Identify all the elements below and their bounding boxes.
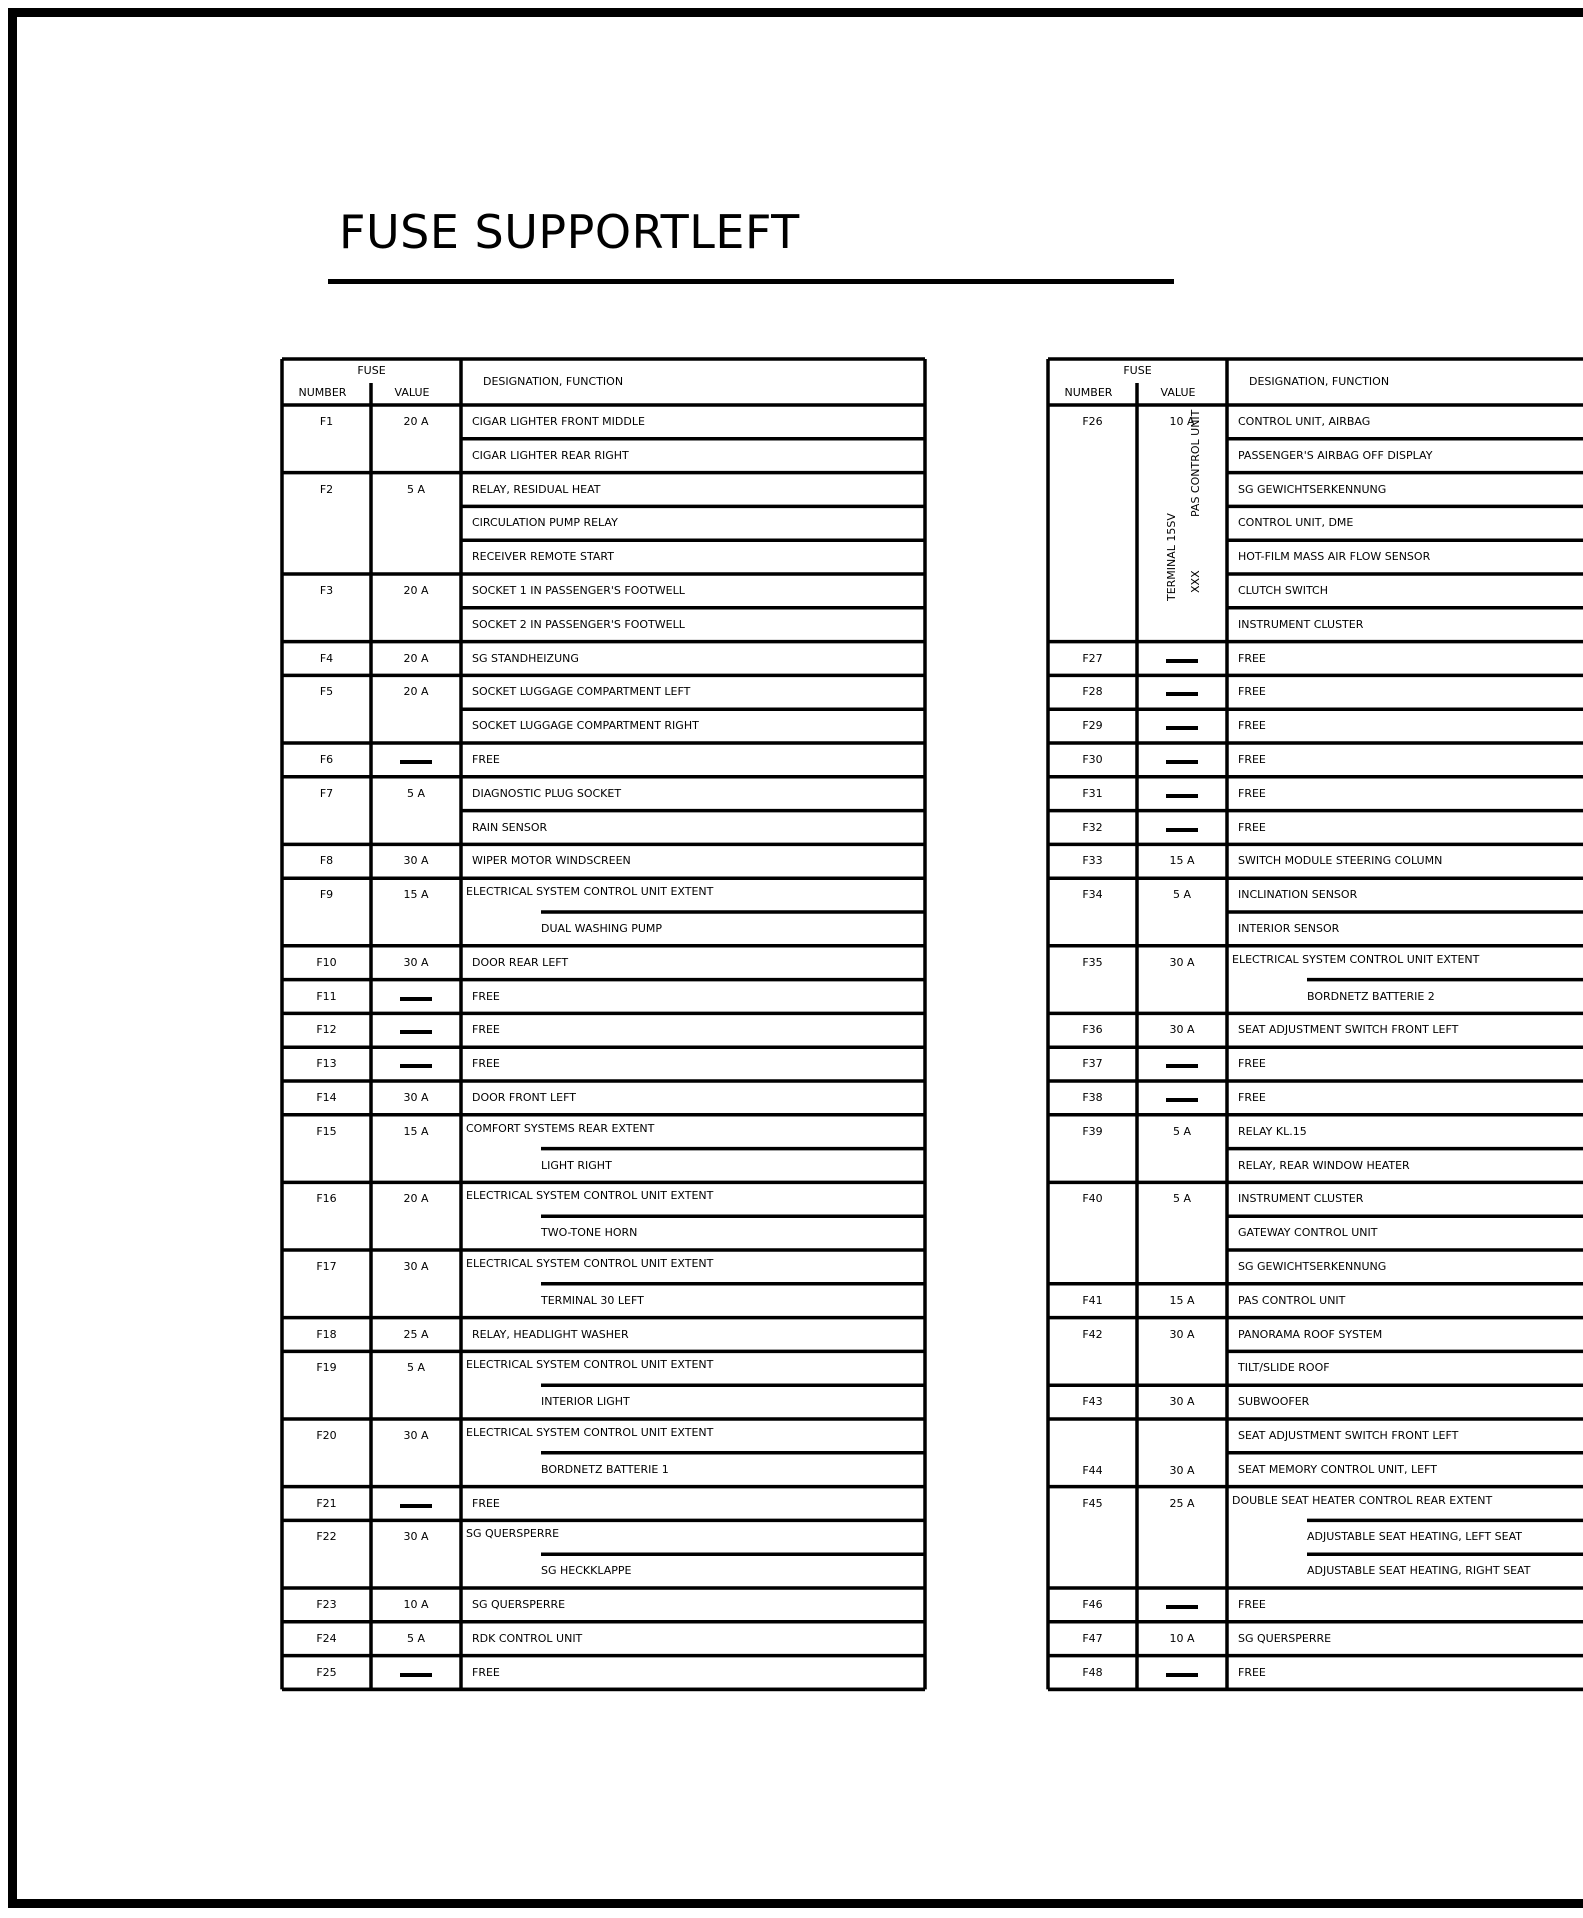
- fuse-number: F46: [1082, 1598, 1103, 1611]
- fuse-number: F41: [1082, 1293, 1103, 1307]
- designation-text: ELECTRICAL SYSTEM CONTROL UNIT EXTENT: [466, 1189, 714, 1203]
- designation-text: FREE: [1238, 820, 1266, 834]
- fuse-number: F47: [1082, 1631, 1103, 1645]
- fuse-number: F5: [319, 685, 334, 699]
- fuse-number: F15: [316, 1124, 337, 1138]
- fuse-number: F38: [1082, 1091, 1103, 1104]
- fuse-number: F34: [1082, 888, 1103, 902]
- fuse-value: 30 A: [403, 1260, 429, 1273]
- vertical-label-terminal: TERMINAL 15SV: [1165, 513, 1178, 601]
- header-designation: DESIGNATION, FUNCTION: [1249, 375, 1390, 388]
- fuse-value: 5 A: [406, 482, 426, 496]
- no-value-dash: [400, 1504, 432, 1508]
- fuse-number: F29: [1082, 719, 1103, 733]
- designation-text: BORDNETZ BATTERIE 1: [541, 1462, 669, 1476]
- no-value-dash: [400, 1030, 432, 1034]
- fuse-number: F22: [316, 1530, 337, 1544]
- designation-text: RELAY, RESIDUAL HEAT: [472, 482, 601, 496]
- designation-text: PANORAMA ROOF SYSTEM: [1238, 1327, 1383, 1341]
- no-value-dash: [1166, 692, 1198, 696]
- fuse-value: 30 A: [403, 854, 429, 868]
- vertical-label-pas: PAS CONTROL UNIT: [1189, 409, 1202, 517]
- designation-text: TWO-TONE HORN: [541, 1226, 638, 1240]
- fuse-number: F13: [316, 1057, 337, 1071]
- fuse-value: 30 A: [403, 1530, 429, 1544]
- designation-text: SOCKET 2 IN PASSENGER'S FOOTWELL: [472, 617, 685, 631]
- designation-text: RELAY KL.15: [1238, 1124, 1307, 1138]
- designation-text: SOCKET 1 IN PASSENGER'S FOOTWELL: [472, 584, 685, 597]
- designation-text: SG HECKKLAPPE: [541, 1564, 632, 1578]
- designation-text: SOCKET LUGGAGE COMPARTMENT LEFT: [472, 685, 691, 699]
- designation-text: FREE: [1238, 753, 1266, 766]
- fuse-number: F26: [1082, 415, 1103, 428]
- fuse-value: 15 A: [403, 888, 429, 902]
- designation-text: SOCKET LUGGAGE COMPARTMENT RIGHT: [472, 719, 699, 733]
- fuse-number: F4: [319, 651, 334, 665]
- fuse-number: F11: [316, 989, 337, 1003]
- designation-text: FREE: [1238, 1091, 1266, 1104]
- fuse-value: 5 A: [406, 786, 426, 800]
- designation-text: SG GEWICHTSERKENNUNG: [1238, 482, 1387, 496]
- fuse-number: F12: [316, 1023, 337, 1037]
- fuse-number: F17: [316, 1260, 337, 1273]
- fuse-value: 15 A: [1169, 1293, 1195, 1307]
- designation-text: FREE: [472, 1665, 500, 1679]
- designation-text: ELECTRICAL SYSTEM CONTROL UNIT EXTENT: [466, 1426, 714, 1439]
- header-fuse: FUSE: [357, 364, 386, 377]
- fuse-value: 20 A: [403, 685, 429, 699]
- fuse-number: F31: [1082, 786, 1103, 800]
- fuse-value: 20 A: [403, 651, 429, 665]
- designation-text: SWITCH MODULE STEERING COLUMN: [1238, 854, 1443, 868]
- fuse-number: F28: [1082, 685, 1103, 699]
- fuse-number: F40: [1082, 1192, 1103, 1206]
- fuse-number: F7: [319, 786, 334, 800]
- designation-text: CIGAR LIGHTER FRONT MIDDLE: [472, 415, 645, 428]
- no-value-dash: [400, 1064, 432, 1068]
- fuse-number: F44: [1082, 1463, 1103, 1477]
- designation-text: LIGHT RIGHT: [541, 1158, 612, 1172]
- header-fuse: FUSE: [1123, 364, 1152, 377]
- fuse-value: 30 A: [403, 1091, 429, 1104]
- fuse-number: F48: [1082, 1665, 1103, 1679]
- designation-text: DOOR FRONT LEFT: [472, 1091, 576, 1104]
- fuse-number: F24: [316, 1631, 337, 1645]
- fuse-value: 20 A: [403, 415, 429, 428]
- no-value-dash: [400, 760, 432, 764]
- no-value-dash: [1166, 726, 1198, 730]
- fuse-number: F45: [1082, 1496, 1103, 1510]
- fuse-number: F35: [1082, 955, 1103, 969]
- designation-text: HOT-FILM MASS AIR FLOW SENSOR: [1238, 550, 1431, 564]
- designation-text: DUAL WASHING PUMP: [541, 922, 663, 935]
- designation-text: RDK CONTROL UNIT: [472, 1631, 583, 1645]
- no-value-dash: [1166, 659, 1198, 663]
- no-value-dash: [1166, 828, 1198, 832]
- fuse-value: 20 A: [403, 1192, 429, 1206]
- fuse-value: 5 A: [1172, 1124, 1192, 1138]
- fuse-number: F23: [316, 1598, 337, 1611]
- designation-text: INTERIOR LIGHT: [541, 1395, 630, 1409]
- fuse-value: 5 A: [1172, 1192, 1192, 1206]
- fuse-value: 10 A: [403, 1598, 429, 1611]
- fuse-number: F9: [319, 888, 334, 902]
- designation-text: ADJUSTABLE SEAT HEATING, RIGHT SEAT: [1307, 1564, 1531, 1578]
- designation-text: ELECTRICAL SYSTEM CONTROL UNIT EXTENT: [1232, 952, 1480, 966]
- designation-text: WIPER MOTOR WINDSCREEN: [472, 854, 631, 868]
- header-number: NUMBER: [298, 386, 347, 399]
- fuse-value: 30 A: [1169, 1463, 1195, 1477]
- fuse-number: F27: [1082, 651, 1103, 665]
- fuse-value: 5 A: [406, 1631, 426, 1645]
- designation-text: DOOR REAR LEFT: [472, 955, 569, 969]
- fuse-number: F37: [1082, 1057, 1103, 1071]
- fuse-number: F18: [316, 1327, 337, 1341]
- fuse-number: F30: [1082, 753, 1103, 766]
- fuse-number: F19: [316, 1361, 337, 1375]
- designation-text: ELECTRICAL SYSTEM CONTROL UNIT EXTENT: [466, 885, 714, 899]
- designation-text: SG QUERSPERRE: [466, 1527, 560, 1541]
- fuse-number: F21: [316, 1496, 337, 1510]
- fuse-number: F32: [1082, 820, 1103, 834]
- designation-text: SG STANDHEIZUNG: [472, 651, 579, 665]
- no-value-dash: [1166, 760, 1198, 764]
- fuse-value: 5 A: [406, 1361, 426, 1375]
- designation-text: RAIN SENSOR: [472, 820, 548, 834]
- designation-text: FREE: [1238, 1665, 1266, 1679]
- designation-text: INTERIOR SENSOR: [1238, 922, 1340, 935]
- designation-text: SEAT MEMORY CONTROL UNIT, LEFT: [1238, 1462, 1437, 1476]
- fuse-table-right: [1048, 359, 1583, 1689]
- designation-text: SG GEWICHTSERKENNUNG: [1238, 1260, 1387, 1273]
- fuse-value: 25 A: [403, 1327, 429, 1341]
- fuse-number: F2: [319, 482, 334, 496]
- designation-text: SG QUERSPERRE: [1238, 1631, 1332, 1645]
- no-value-dash: [1166, 1673, 1198, 1677]
- fuse-value: 10 A: [1169, 1631, 1195, 1645]
- fuse-value: 20 A: [403, 584, 429, 597]
- designation-text: SEAT ADJUSTMENT SWITCH FRONT LEFT: [1238, 1429, 1459, 1442]
- designation-text: ELECTRICAL SYSTEM CONTROL UNIT EXTENT: [466, 1358, 714, 1372]
- fuse-value: 30 A: [1169, 1395, 1195, 1409]
- designation-text: CONTROL UNIT, DME: [1238, 516, 1354, 530]
- designation-text: PAS CONTROL UNIT: [1238, 1293, 1346, 1307]
- designation-text: CLUTCH SWITCH: [1238, 584, 1328, 597]
- fuse-number: F3: [319, 584, 334, 597]
- designation-text: INSTRUMENT CLUSTER: [1238, 617, 1364, 631]
- designation-text: RECEIVER REMOTE START: [472, 550, 614, 564]
- fuse-number: F16: [316, 1192, 337, 1206]
- designation-text: SUBWOOFER: [1238, 1395, 1310, 1409]
- fuse-value: 25 A: [1169, 1496, 1195, 1510]
- designation-text: COMFORT SYSTEMS REAR EXTENT: [466, 1121, 655, 1135]
- fuse-number: F20: [316, 1429, 337, 1442]
- designation-text: FREE: [472, 1496, 500, 1510]
- designation-text: FREE: [472, 1023, 500, 1037]
- fuse-value: 15 A: [1169, 854, 1195, 868]
- fuse-value: 5 A: [1172, 888, 1192, 902]
- designation-text: BORDNETZ BATTERIE 2: [1307, 989, 1435, 1003]
- fuse-number: F43: [1082, 1395, 1103, 1409]
- fuse-value: 30 A: [1169, 1023, 1195, 1037]
- designation-text: FREE: [1238, 685, 1266, 699]
- page-title: FUSE SUPPORTLEFT: [339, 205, 800, 259]
- fuse-table-left: [282, 359, 925, 1689]
- fuse-number: F25: [316, 1665, 337, 1679]
- designation-text: FREE: [472, 989, 500, 1003]
- header-value: VALUE: [394, 386, 430, 399]
- no-value-dash: [1166, 1605, 1198, 1609]
- fuse-value: 30 A: [1169, 955, 1195, 969]
- designation-text: FREE: [1238, 1598, 1266, 1611]
- designation-text: DOUBLE SEAT HEATER CONTROL REAR EXTENT: [1232, 1493, 1493, 1507]
- fuse-number: F8: [319, 854, 334, 868]
- fuse-value: 30 A: [403, 955, 429, 969]
- fuse-value: 10 A: [1169, 415, 1195, 428]
- fuse-number: F6: [319, 753, 334, 766]
- designation-text: CIGAR LIGHTER REAR RIGHT: [472, 448, 629, 462]
- fuse-number: F42: [1082, 1327, 1103, 1341]
- no-value-dash: [400, 1673, 432, 1677]
- fuse-number: F14: [316, 1091, 337, 1104]
- designation-text: SEAT ADJUSTMENT SWITCH FRONT LEFT: [1238, 1023, 1459, 1037]
- designation-text: INSTRUMENT CLUSTER: [1238, 1192, 1364, 1206]
- designation-text: PASSENGER'S AIRBAG OFF DISPLAY: [1238, 448, 1433, 462]
- designation-text: ELECTRICAL SYSTEM CONTROL UNIT EXTENT: [466, 1257, 714, 1270]
- designation-text: TILT/SLIDE ROOF: [1238, 1361, 1330, 1375]
- fuse-number: F1: [319, 415, 334, 428]
- designation-text: RELAY, REAR WINDOW HEATER: [1238, 1158, 1410, 1172]
- no-value-dash: [1166, 1098, 1198, 1102]
- vertical-label-xxx: XXX: [1189, 570, 1202, 593]
- designation-text: TERMINAL 30 LEFT: [541, 1293, 644, 1307]
- fuse-number: F39: [1082, 1124, 1103, 1138]
- designation-text: FREE: [472, 1057, 500, 1071]
- designation-text: RELAY, HEADLIGHT WASHER: [472, 1327, 629, 1341]
- fuse-value: 30 A: [403, 1429, 429, 1442]
- no-value-dash: [1166, 794, 1198, 798]
- designation-text: FREE: [1238, 1057, 1266, 1071]
- no-value-dash: [1166, 1064, 1198, 1068]
- designation-text: FREE: [1238, 719, 1266, 733]
- designation-text: GATEWAY CONTROL UNIT: [1238, 1226, 1378, 1240]
- designation-text: INCLINATION SENSOR: [1238, 888, 1358, 902]
- designation-text: FREE: [1238, 786, 1266, 800]
- fuse-number: F10: [316, 955, 337, 969]
- designation-text: FREE: [1238, 651, 1266, 665]
- designation-text: DIAGNOSTIC PLUG SOCKET: [472, 786, 622, 800]
- no-value-dash: [400, 997, 432, 1001]
- header-designation: DESIGNATION, FUNCTION: [483, 375, 624, 388]
- header-value: VALUE: [1160, 386, 1196, 399]
- fuse-value: 30 A: [1169, 1327, 1195, 1341]
- fuse-number: F33: [1082, 854, 1103, 868]
- designation-text: ADJUSTABLE SEAT HEATING, LEFT SEAT: [1307, 1530, 1522, 1544]
- fuse-value: 15 A: [403, 1124, 429, 1138]
- designation-text: CONTROL UNIT, AIRBAG: [1238, 415, 1371, 428]
- header-number: NUMBER: [1064, 386, 1113, 399]
- designation-text: CIRCULATION PUMP RELAY: [472, 516, 618, 530]
- fuse-number: F36: [1082, 1023, 1103, 1037]
- designation-text: SG QUERSPERRE: [472, 1598, 566, 1611]
- designation-text: FREE: [472, 753, 500, 766]
- title-underline: [328, 279, 1174, 284]
